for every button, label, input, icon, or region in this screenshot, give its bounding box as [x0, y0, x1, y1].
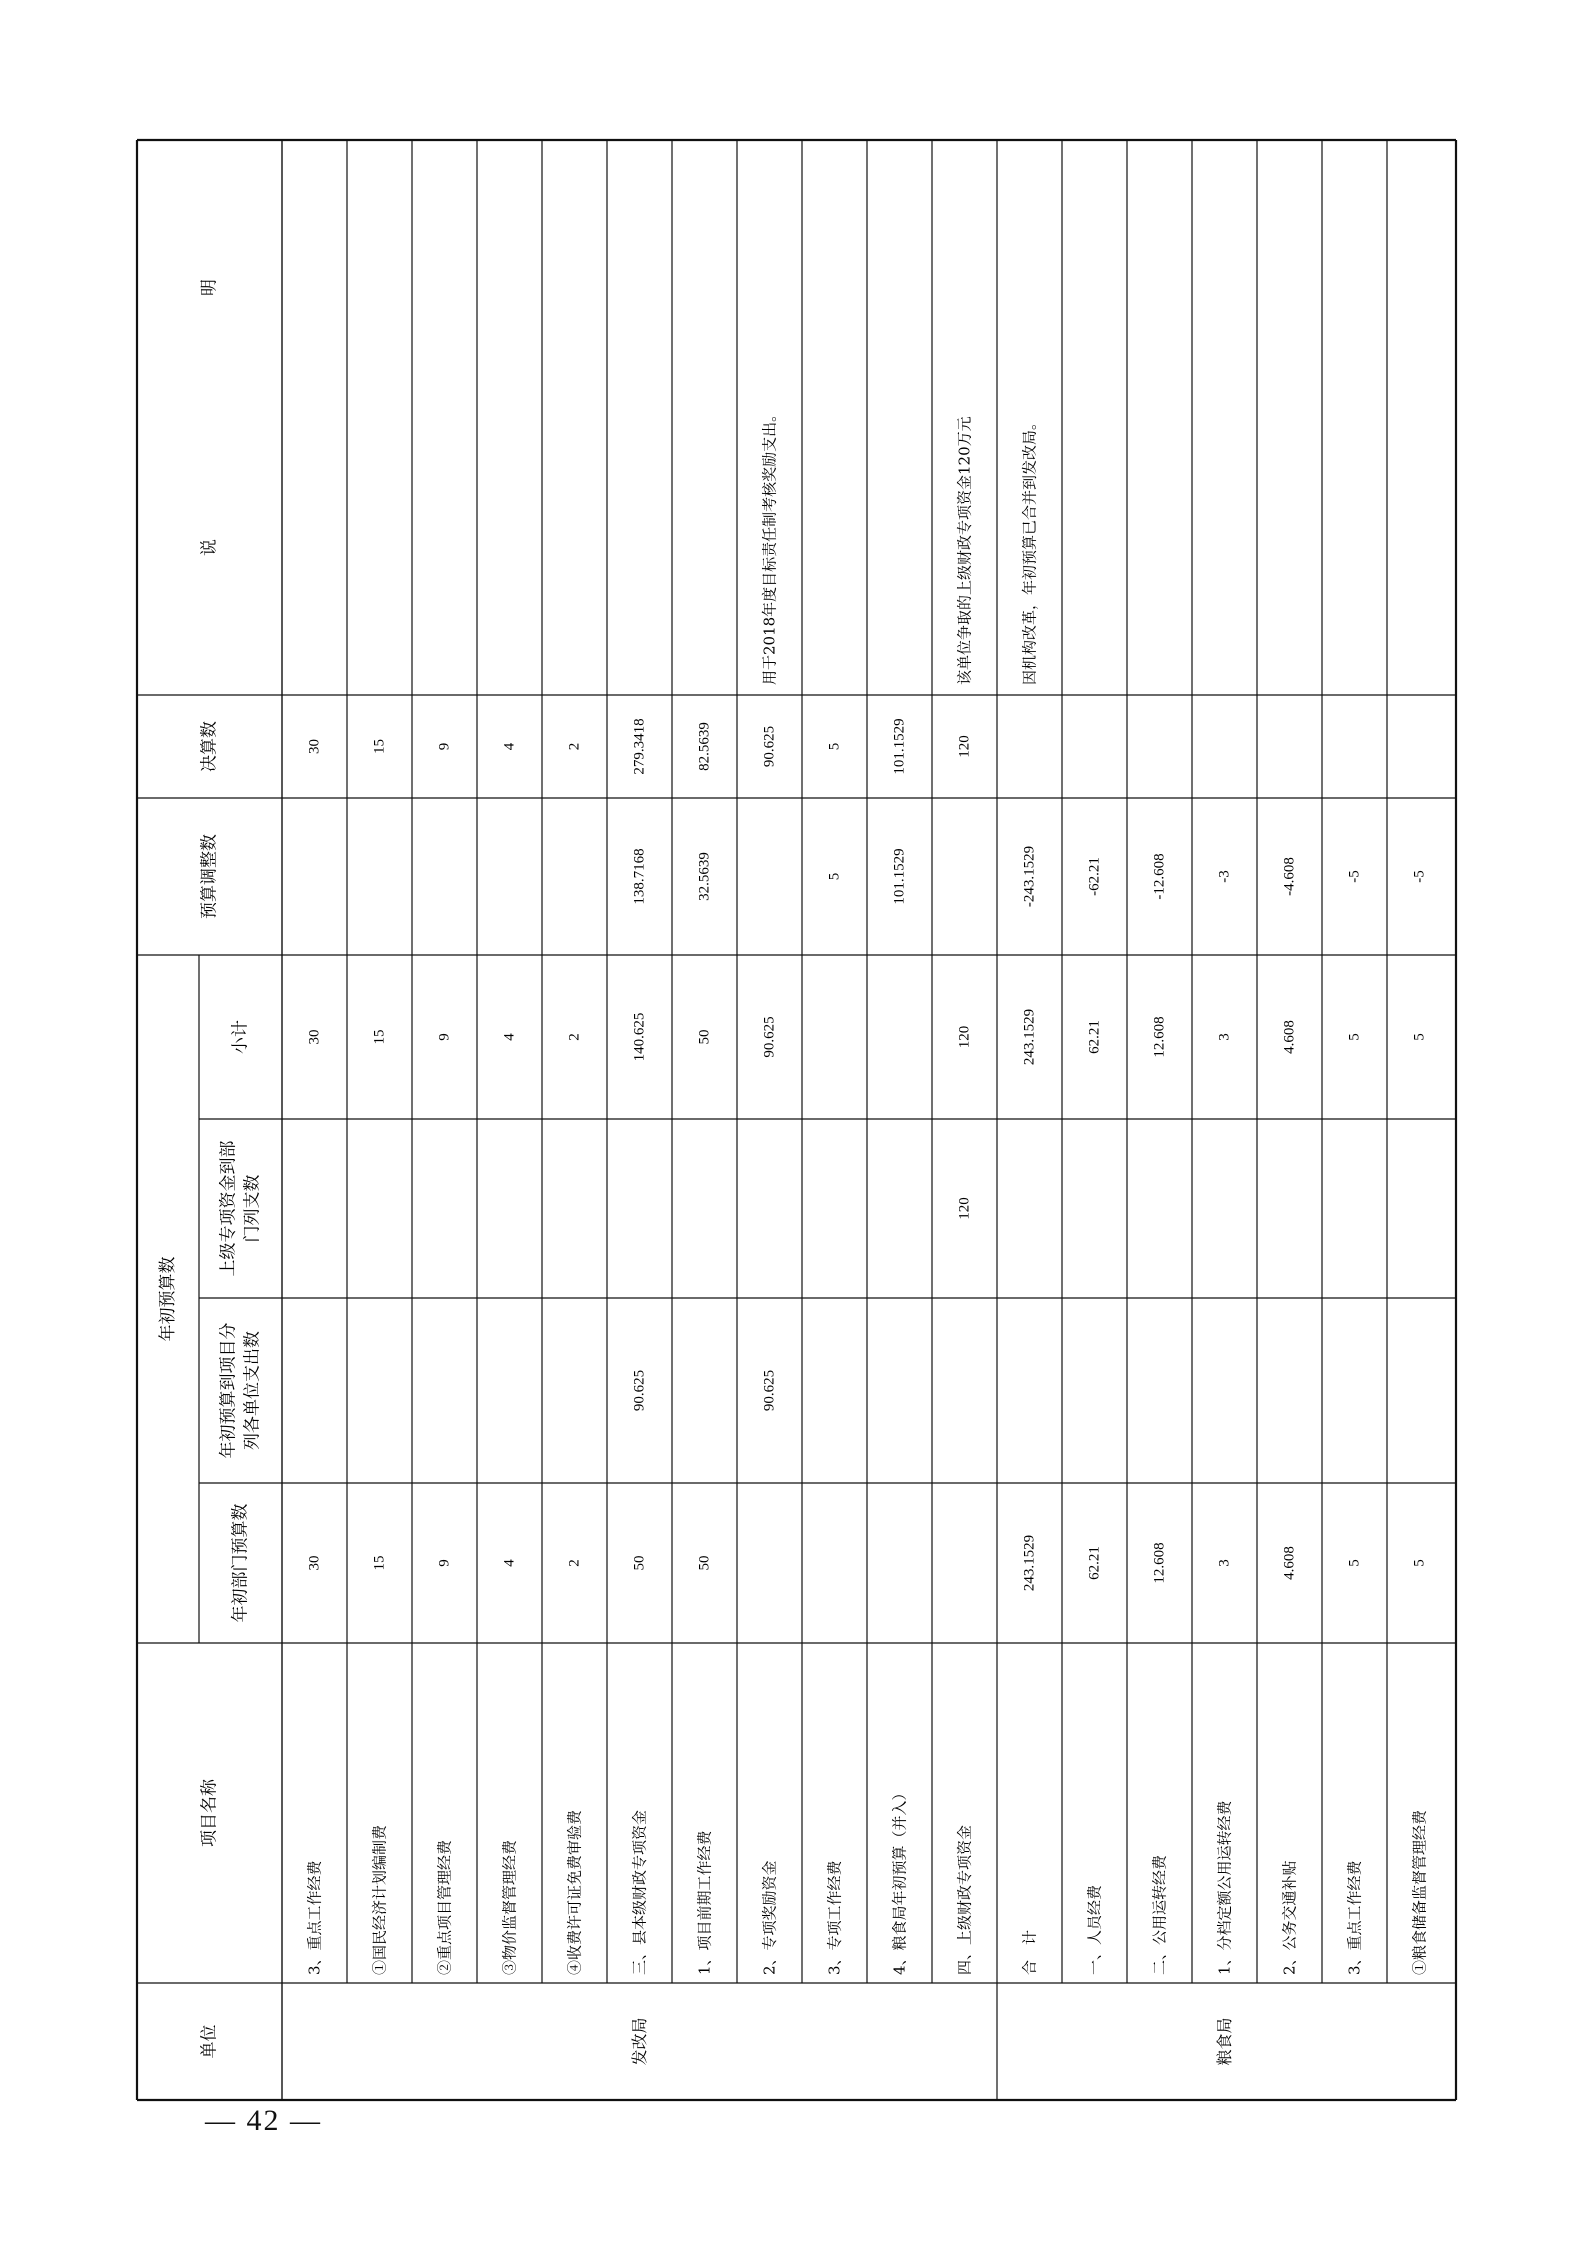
- dept-budget-cell: 5: [1411, 1559, 1428, 1567]
- adjustment-cell: -5: [1411, 870, 1428, 883]
- dept-budget-cell: 3: [1216, 1559, 1233, 1567]
- dept-budget-cell: 4: [501, 1559, 518, 1567]
- adjustment-cell: -243.1529: [1021, 845, 1038, 908]
- item-name-cell: ③物价监督管理经费: [500, 1839, 519, 1975]
- allocated-cell: 90.625: [761, 1369, 778, 1412]
- header-upper-special: 门列支数: [242, 1174, 263, 1243]
- item-name-cell: 四、上级财政专项资金: [955, 1824, 974, 1975]
- subtotal-cell: 3: [1216, 1033, 1233, 1041]
- subtotal-cell: 5: [1411, 1033, 1428, 1041]
- item-name-cell: 1、分档定额公用运转经费: [1215, 1800, 1234, 1975]
- final-cell: 15: [371, 739, 388, 754]
- final-cell: 4: [501, 742, 518, 751]
- unit-label: 粮食局: [1215, 2017, 1234, 2066]
- header-subtotal: 小计: [230, 1020, 251, 1054]
- item-name-cell: ①国民经济计划编制费: [370, 1824, 389, 1975]
- adjustment-cell: -4.608: [1281, 857, 1298, 896]
- item-name-cell: 二、公用运转经费: [1150, 1854, 1169, 1975]
- item-name-cell: 3、重点工作经费: [305, 1860, 324, 1975]
- adjustment-cell: -5: [1346, 870, 1363, 883]
- dept-budget-cell: 62.21: [1086, 1546, 1103, 1580]
- dept-budget-cell: 5: [1346, 1559, 1363, 1567]
- header-note-right: 明: [199, 279, 220, 296]
- subtotal-cell: 4.608: [1281, 1020, 1298, 1054]
- subtotal-cell: 243.1529: [1021, 1008, 1038, 1066]
- header-initial-dept: 年初部门预算数: [230, 1503, 251, 1623]
- allocated-cell: 90.625: [631, 1369, 648, 1412]
- subtotal-cell: 4: [501, 1033, 518, 1041]
- final-cell: 5: [826, 742, 843, 751]
- dept-budget-cell: 9: [436, 1559, 453, 1567]
- final-cell: 2: [566, 742, 583, 751]
- subtotal-cell: 2: [566, 1033, 583, 1041]
- subtotal-cell: 50: [696, 1029, 713, 1045]
- dept-budget-cell: 2: [566, 1559, 583, 1567]
- header-adjustment: 预算调整数: [199, 834, 220, 919]
- final-cell: 9: [436, 742, 453, 751]
- header-initial-budget-group: 年初预算数: [158, 1256, 178, 1342]
- item-name-cell: 3、重点工作经费: [1345, 1860, 1364, 1975]
- dept-budget-cell: 243.1529: [1021, 1534, 1038, 1592]
- header-note-left: 说: [199, 539, 220, 556]
- dept-budget-cell: 15: [371, 1555, 388, 1571]
- item-name-cell: 1、项目前期工作经费: [695, 1830, 714, 1975]
- item-name-cell: 4、粮食局年初预算（并入）: [890, 1785, 909, 1975]
- item-name-cell: 一、人员经费: [1085, 1884, 1104, 1975]
- subtotal-cell: 9: [436, 1033, 453, 1041]
- final-cell: 279.3418: [631, 718, 648, 775]
- final-cell: 120: [956, 735, 973, 758]
- item-name-cell: ④收费许可证免费审验费: [565, 1809, 584, 1975]
- header-allocated: 年初预算到项目分: [218, 1322, 239, 1459]
- subtotal-cell: 12.608: [1151, 1016, 1168, 1058]
- adjustment-cell: 101.1529: [891, 848, 908, 905]
- subtotal-cell: 15: [371, 1029, 388, 1045]
- subtotal-cell: 30: [306, 1029, 323, 1045]
- item-name-cell: 合 计: [1020, 1929, 1039, 1975]
- dept-budget-cell: 12.608: [1151, 1542, 1168, 1584]
- item-name-cell: ①粮食储备监督管理经费: [1410, 1809, 1429, 1975]
- item-name-cell: 三、县本级财政专项资金: [630, 1809, 649, 1975]
- subtotal-cell: 5: [1346, 1033, 1363, 1041]
- subtotal-cell: 120: [956, 1025, 973, 1049]
- dept-budget-cell: 4.608: [1281, 1546, 1298, 1580]
- header-allocated: 列各单位支出数: [242, 1331, 263, 1450]
- item-name-cell: 2、公务交通补贴: [1280, 1860, 1299, 1975]
- final-cell: 90.625: [761, 725, 778, 768]
- subtotal-cell: 140.625: [631, 1012, 648, 1062]
- adjustment-cell: 5: [826, 872, 843, 881]
- adjustment-cell: -3: [1216, 870, 1233, 883]
- subtotal-cell: 62.21: [1086, 1020, 1103, 1054]
- final-cell: 101.1529: [891, 718, 908, 775]
- dept-budget-cell: 50: [696, 1555, 713, 1571]
- note-cell: 因机构改革，年初预算已合并到发改局。: [1020, 414, 1039, 685]
- note-cell: 该单位争取的上级财政专项资金120万元: [955, 416, 974, 685]
- adjustment-cell: -12.608: [1151, 853, 1168, 900]
- item-name-cell: ②重点项目管理经费: [435, 1839, 454, 1975]
- subtotal-cell: 90.625: [761, 1016, 778, 1058]
- final-cell: 82.5639: [696, 722, 713, 771]
- item-name-cell: 2、专项奖励资金: [760, 1860, 779, 1975]
- dept-budget-cell: 30: [306, 1555, 323, 1571]
- item-name-cell: 3、专项工作经费: [825, 1860, 844, 1975]
- header-upper-special: 上级专项资金到部: [218, 1140, 239, 1277]
- upper-special-cell: 120: [956, 1197, 973, 1220]
- adjustment-cell: 138.7168: [631, 848, 648, 905]
- final-cell: 30: [306, 739, 323, 754]
- header-final: 决算数: [199, 721, 220, 772]
- dept-budget-cell: 50: [631, 1555, 648, 1571]
- unit-label: 发改局: [630, 2017, 649, 2066]
- header-unit: 单位: [199, 2024, 220, 2059]
- adjustment-cell: 32.5639: [696, 852, 713, 901]
- page-number: — 42 —: [205, 2104, 322, 2137]
- header-item-name: 项目名称: [199, 1779, 220, 1847]
- note-cell: 用于2018年度目标责任制考核奖励支出。: [760, 406, 779, 685]
- adjustment-cell: -62.21: [1086, 857, 1103, 896]
